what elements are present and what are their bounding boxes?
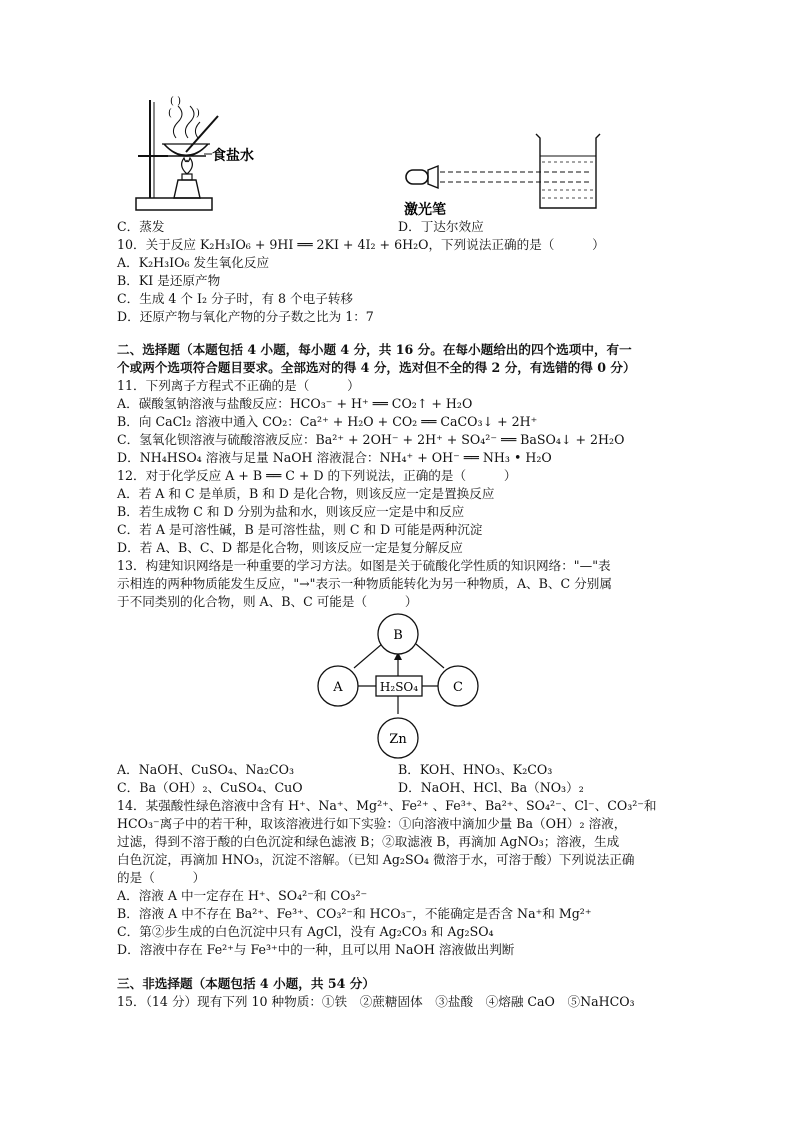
q13-stem-2: 示相连的两种物质能发生反应，"→"表示一种物质能转化为另一种物质，A、B、C 分别属: [117, 576, 612, 591]
figure-option-c: C．蒸发: [117, 219, 165, 234]
q14-stem-5: 的是（ ）: [117, 870, 206, 885]
q10-option-b: B．KI 是还原产物: [117, 273, 221, 288]
q11-option-d: D．NH₄HSO₄ 溶液与足量 NaOH 溶液混合：NH₄⁺ + OH⁻ ══ NH₃ • H₂O: [117, 450, 552, 465]
svg-text:( ): ( ): [170, 96, 181, 107]
q14-stem-4: 白色沉淀，再滴加 HNO₃，沉淀不溶解。（已知 Ag₂SO₄ 微溶于水，可溶于酸）下列说法正确: [117, 852, 635, 867]
evaporation-apparatus-figure: [128, 92, 278, 222]
q14-stem-2: HCO₃⁻离子中的若干种，取该溶液进行如下实验：①向溶液中滴加少量 Ba（OH）₂ 溶液，: [117, 816, 627, 831]
q10-option-d: D．还原产物与氧化产物的分子数之比为 1：7: [117, 309, 374, 324]
q12-option-a: A．若 A 和 C 是单质，B 和 D 是化合物，则该反应一定是置换反应: [117, 486, 495, 501]
q14-option-b: B．溶液 A 中不存在 Ba²⁺、Fe³⁺、CO₃²⁻和 HCO₃⁻，不能确定是否含 Na⁺和 Mg²⁺: [117, 906, 592, 921]
evaporation-label: 食盐水: [212, 148, 254, 164]
section3-heading: 三、非选择题（本题包括 4 小题，共 54 分）: [117, 976, 375, 991]
node-h2so4: H₂SO₄: [379, 680, 419, 694]
laser-label: 激光笔: [404, 202, 446, 218]
q12-option-c: C．若 A 是可溶性碱，B 是可溶性盐，则 C 和 D 可能是两种沉淀: [117, 522, 483, 537]
q10-option-a: A．K₂H₃IO₆ 发生氧化反应: [117, 255, 270, 270]
q13-option-d: D．NaOH、HCl、Ba（NO₃）₂: [398, 780, 584, 795]
q15-stem: 15．（14 分）现有下列 10 种物质：①铁 ②蔗糖固体 ③盐酸 ④熔融 CaO ⑤NaHCO₃: [117, 994, 635, 1009]
q11-option-a: A．碳酸氢钠溶液与盐酸反应：HCO₃⁻ + H⁺ ══ CO₂↑ + H₂O: [117, 396, 473, 411]
svg-text:): ): [196, 108, 200, 119]
q13-stem-1: 13．构建知识网络是一种重要的学习方法。如图是关于硫酸化学性质的知识网络："—"表: [117, 558, 611, 573]
q10-stem: 10．关于反应 K₂H₃IO₆ + 9HI ══ 2KI + 4I₂ + 6H₂O，下列说法正确的是（ ）: [117, 237, 605, 252]
q14-stem-1: 14．某强酸性绿色溶液中含有 H⁺、Na⁺、Mg²⁺、Fe²⁺ 、Fe³⁺、Ba²⁺、SO₄²⁻、Cl⁻、CO₃²⁻和: [117, 798, 657, 813]
section2-heading-2: 个或两个选项符合题目要求。全部选对的得 4 分，选对但不全的得 2 分，有选错的得 0 分）: [117, 360, 636, 375]
q14-option-c: C．第②步生成的白色沉淀中只有 AgCl，没有 Ag₂CO₃ 和 Ag₂SO₄: [117, 924, 494, 939]
node-c: C: [453, 680, 463, 695]
q11-option-c: C．氢氧化钡溶液与硫酸溶液反应：Ba²⁺ + 2OH⁻ + 2H⁺ + SO₄²⁻ ══ BaSO₄↓ + 2H₂O: [117, 432, 625, 447]
section2-heading-1: 二、选择题（本题包括 4 小题，每小题 4 分，共 16 分。在每小题给出的四个选项中，有一: [117, 342, 632, 357]
q12-option-d: D．若 A、B、C、D 都是化合物，则该反应一定是复分解反应: [117, 540, 463, 555]
q11-option-b: B．向 CaCl₂ 溶液中通入 CO₂：Ca²⁺ + H₂O + CO₂ ══ CaCO₃↓ + 2H⁺: [117, 414, 538, 429]
q14-stem-3: 过滤，得到不溶于酸的白色沉淀和绿色滤液 B；②取滤液 B，再滴加 AgNO₃；溶液，生成: [117, 834, 620, 849]
svg-text:(: (: [168, 108, 172, 119]
figure-option-d: D．丁达尔效应: [398, 219, 484, 234]
node-b: B: [393, 628, 403, 643]
q11-stem: 11．下列离子方程式不正确的是（ ）: [117, 378, 360, 393]
q12-option-b: B．若生成物 C 和 D 分别为盐和水，则该反应一定是中和反应: [117, 504, 465, 519]
q13-option-b: B．KOH、HNO₃、K₂CO₃: [398, 762, 553, 777]
q13-option-a: A．NaOH、CuSO₄、Na₂CO₃: [117, 762, 295, 777]
q10-option-c: C．生成 4 个 I₂ 分子时，有 8 个电子转移: [117, 291, 354, 306]
node-zn: Zn: [389, 732, 407, 747]
q12-stem: 12．对于化学反应 A + B ══ C + D 的下列说法，正确的是（ ）: [117, 468, 517, 483]
q13-stem-3: 于不同类别的化合物，则 A、B、C 可能是（ ）: [117, 594, 418, 609]
q14-option-d: D．溶液中存在 Fe²⁺与 Fe³⁺中的一种，且可以用 NaOH 溶液做出判断: [117, 942, 515, 957]
node-a: A: [333, 680, 343, 695]
q14-option-a: A．溶液 A 中一定存在 H⁺、SO₄²⁻和 CO₃²⁻: [117, 888, 368, 903]
q13-option-c: C．Ba（OH）₂、CuSO₄、CuO: [117, 780, 303, 795]
tyndall-effect-figure: [396, 126, 626, 220]
sulfuric-acid-network-diagram: [310, 612, 490, 768]
